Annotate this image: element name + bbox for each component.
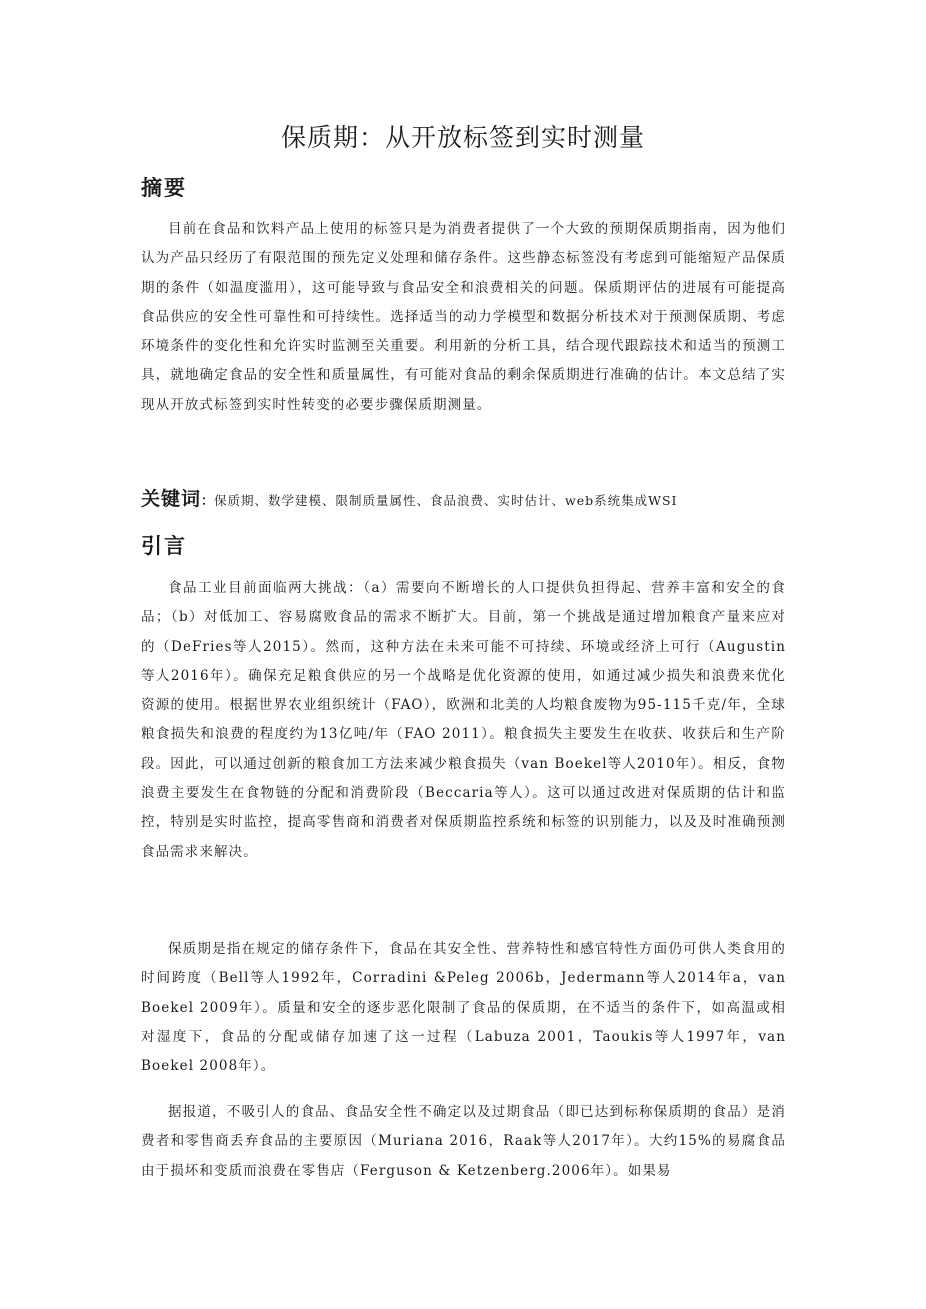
introduction-paragraph-1: 食品工业目前面临两大挑战：（a）需要向不断增长的人口提供负担得起、营养丰富和安全的食品；（b）对低加工、容易腐败食品的需求不断扩大。目前，第一个挑战是通过增加粮食产量来应对的（DeFries等人2015）。然而，这种方法在未来可能不可持续、环境或经济上可行（Augustin等人2016年）。确保充足粮食供应的另一个战略是优化资源的使用，如通过减少损失和浪费来优化资源的使用。根据世界农业组织统计（FAO），欧洲和北美的人均粮食废物为95-115千克/年，全球粮食损失和浪费的程度约为13亿吨/年（FAO 2011）。粮食损失主要发生在收获、收获后和生产阶段。因此，可以通过创新的粮食加工方法来减少粮食损失（van Boekel等人2010年）。相反，食物浪费主要发生在食物链的分配和消费阶段（Beccaria等人）。这可以通过改进对保质期的估计和监控，特别是实时监控，提高零售商和消费者对保质期监控系统和标签的识别能力，以及及时准确预测食品需求来解决。: [141, 580, 786, 860]
introduction-heading: 引言: [141, 534, 187, 558]
keywords-label: 关键词: [141, 488, 202, 510]
abstract-heading: 摘要: [141, 176, 187, 200]
introduction-paragraph-2: 保质期是指在规定的储存条件下，食品在其安全性、营养特性和感官特性方面仍可供人类食用的时间跨度（Bell等人1992年，Corradini &Peleg 2006b，Jedermann等人2014年a，van Boekel 2009年）。质量和安全的逐步恶化限制了食品的保质期，在不适当的条件下，如高温或相对湿度下，食品的分配或储存加速了这一过程（Labuza 2001，Taoukis等人1997年，van Boekel 2008年）。: [141, 941, 786, 1075]
keywords-text: 保质期、数学建模、限制质量属性、食品浪费、实时估计、web系统集成WSI: [214, 493, 678, 508]
abstract-paragraph: 目前在食品和饮料产品上使用的标签只是为消费者提供了一个大致的预期保质期指南，因为他们认为产品只经历了有限范围的预先定义处理和储存条件。这些静态标签没有考虑到可能缩短产品保质期的条件（如温度滥用），这可能导致与食品安全和浪费相关的问题。保质期评估的进展有可能提高食品供应的安全性可靠性和可持续性。选择适当的动力学模型和数据分析技术对于预测保质期、考虑环境条件的变化性和允许实时监测至关重要。利用新的分析工具，结合现代跟踪技术和适当的预测工具，就地确定食品的安全性和质量属性，有可能对食品的剩余保质期进行准确的估计。本文总结了实现从开放式标签到实时性转变的必要步骤保质期测量。: [141, 221, 786, 413]
paper-title: 保质期：从开放标签到实时测量: [280, 123, 645, 152]
keywords-line: [141, 484, 791, 511]
introduction-paragraph-3: 据报道，不吸引人的食品、食品安全性不确定以及过期食品（即已达到标称保质期的食品）是消费者和零售商丢弃食品的主要原因（Muriana 2016，Raak等人2017年）。大约15%的易腐食品由于损坏和变质而浪费在零售店（Ferguson & Ketzenberg.2006年）。如果易: [141, 1104, 786, 1179]
keywords-colon: ：: [201, 494, 215, 509]
